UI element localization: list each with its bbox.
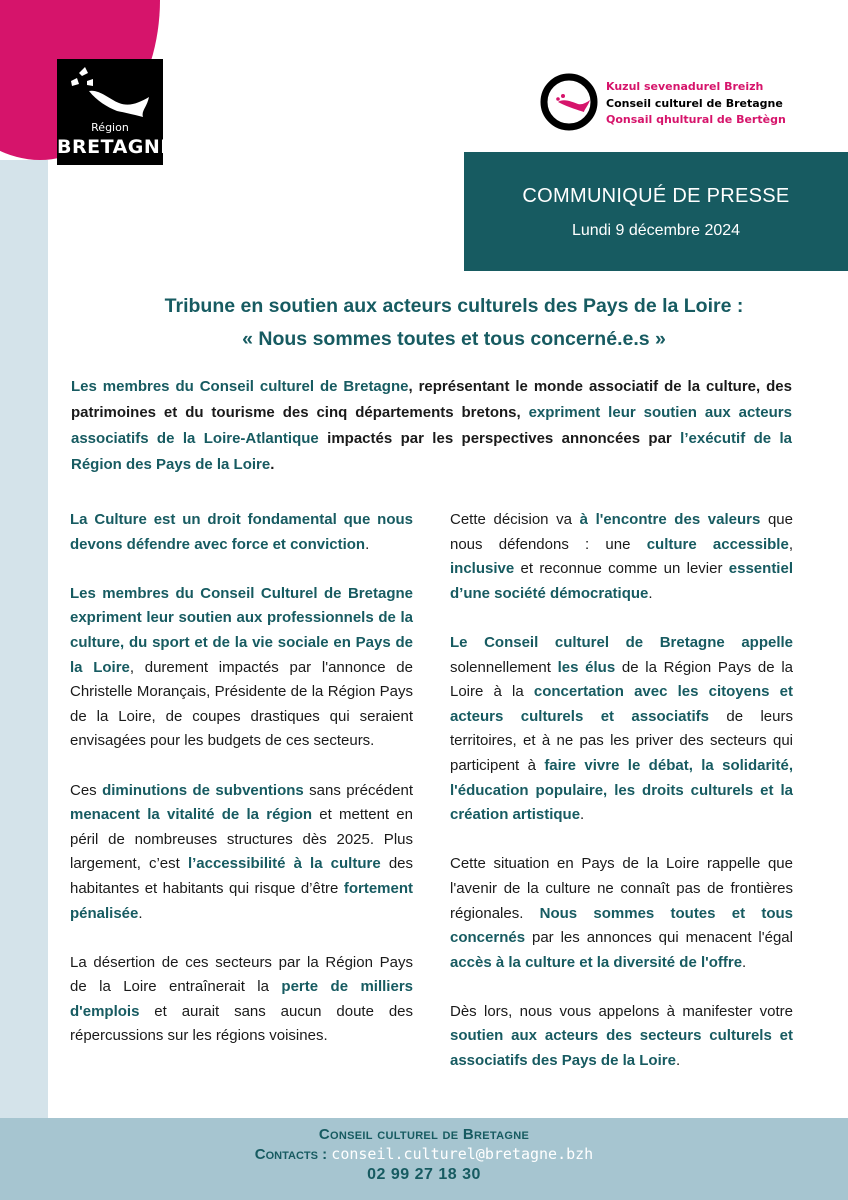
intro-s3: expriment leur soutien aux acteurs associatifs de la Loire-Atlantique (71, 404, 792, 447)
footer-org: Conseil culturel de Bretagne (318, 1126, 530, 1143)
left-p3-s8: fortement pénalisée (70, 879, 413, 922)
right-paragraph-2 (450, 631, 793, 828)
intro-s6: . (270, 456, 275, 473)
left-p1-s2: . (365, 535, 370, 553)
right-p2-s4: de la Région Pays de la Loire à la (450, 658, 793, 701)
ccb-ring-icon (536, 72, 602, 132)
right-column (450, 508, 793, 1098)
footer-contacts-label: Contacts : (254, 1146, 328, 1163)
footer-email-link[interactable]: conseil.culturel@bretagne.bzh (331, 1145, 594, 1163)
right-p1-s4: culture accessible (646, 535, 789, 553)
left-paragraph-3 (70, 779, 413, 927)
right-p1-s7: et reconnue comme un levier (514, 560, 729, 578)
footer-phone: 02 99 27 18 30 (367, 1166, 481, 1183)
conseil-culturel-logo (536, 72, 786, 132)
headline-line2: « Nous sommes toutes et tous concerné.e.s » (242, 328, 666, 350)
left-p3-s9: . (138, 904, 143, 922)
right-p1-s9: . (648, 584, 653, 602)
side-band (0, 160, 48, 1200)
headline (60, 290, 848, 356)
right-p2-s7: faire vivre le débat, la solidarité, l'éducation populaire, les droits culturels et la création artistique (450, 756, 793, 824)
right-p3-s5: . (742, 953, 747, 971)
left-p3-s5: et mettent en péril de nombreuses structures dès 2025. Plus largement, c’est (70, 806, 413, 873)
right-p1-s1: Cette décision va (450, 511, 580, 528)
right-p2-s2: solennellement (450, 658, 558, 676)
right-p1-s2: à l'encontre des valeurs (579, 511, 761, 528)
region-logo-line1: Région (91, 121, 129, 134)
right-p4-s3: . (675, 1052, 681, 1070)
right-p2-s8: . (580, 806, 585, 824)
ccb-logo-line2: Conseil culturel de Bretagne (606, 97, 783, 110)
right-p3-s3: par les annonces qui menacent l'égal (525, 929, 793, 947)
right-p1-s5: , (788, 535, 793, 553)
right-paragraph-4 (450, 1000, 793, 1074)
right-p2-s3: les élus (557, 658, 616, 676)
intro-s5: l’exécutif de la Région des Pays de la Loire (71, 430, 793, 473)
intro-s1: Les membres du Conseil culturel de Bretagne (71, 378, 409, 395)
right-p3-s2: Nous sommes toutes et tous concernés (450, 904, 793, 947)
left-paragraph-4 (70, 951, 413, 1049)
right-paragraph-3 (450, 852, 793, 975)
left-paragraph-2 (70, 582, 413, 754)
right-p1-s6: inclusive (450, 560, 515, 578)
left-p3-s6: l’accessibilité à la culture (187, 855, 381, 873)
intro-s4: impactés par les perspectives annoncées par (318, 430, 681, 447)
footer (0, 1118, 848, 1200)
right-p2-s5: concertation avec les citoyens et acteurs culturels et associatifs (450, 683, 793, 725)
left-p2-s1: Les membres du Conseil Culturel de Bretagne expriment leur soutien aux professionnels de la culture, du sport et de la vie sociale en Pays de la Loire (70, 584, 413, 676)
press-release-box (464, 152, 848, 271)
left-p3-s4: menacent la vitalité de la région (70, 806, 313, 824)
ermine-bird-icon (57, 59, 163, 119)
left-p2-s2: , durement impactés par l'annonce de Christelle Morançais, Présidente de la Région Pays de la Loire, de coupes drastiques qui seraient envisagées pour les budgets de ces secteurs. (70, 658, 413, 750)
right-paragraph-1 (450, 508, 793, 606)
left-p4-s2: perte de milliers d'emplois (70, 978, 413, 1020)
right-p1-s8: essentiel d’une société démocratique (450, 560, 793, 602)
footer-contacts (0, 1145, 848, 1163)
right-p4-s2: soutien aux acteurs des secteurs culturels et associatifs des Pays de la Loire (450, 1027, 793, 1070)
left-p4-s1: La désertion de ces secteurs par la Région Pays de la Loire entraînerait la (70, 953, 413, 996)
left-column (70, 508, 413, 1074)
right-p1-s3: que nous défendons : une (450, 511, 793, 553)
left-p3-s1: Ces (70, 781, 103, 799)
left-p1-s1: La Culture est un droit fondamental que nous devons défendre avec force et conviction (70, 511, 413, 553)
ccb-logo-line3: Qonsail qhultural de Bertègn (606, 113, 786, 126)
headline-line1: Tribune en soutien aux acteurs culturels des Pays de la Loire : (164, 295, 744, 317)
left-p4-s3: et aurait sans aucun doute des répercussions sur les régions voisines. (70, 1002, 413, 1045)
left-p3-s3: sans précédent (303, 781, 413, 799)
right-p2-s1: Le Conseil culturel de Bretagne appelle (450, 633, 793, 651)
region-bretagne-logo (57, 59, 174, 165)
right-p2-s6: de leurs territoires, et à ne pas les priver des secteurs qui participent à (450, 707, 793, 774)
left-paragraph-1 (70, 508, 413, 557)
ccb-logo-line1: Kuzul sevenadurel Breizh (606, 80, 764, 93)
intro-paragraph (71, 374, 792, 478)
intro-s2: , représentant le monde associatif de la culture, des patrimoines et du tourisme des cinq départements bretons, (71, 378, 792, 421)
left-p3-s2: diminutions de subventions (102, 781, 304, 799)
press-title: COMMUNIQUÉ DE PRESSE (522, 185, 790, 207)
left-p3-s7: des habitantes et habitants qui risque d’être (70, 855, 413, 897)
right-p4-s1: Dès lors, nous vous appelons à manifester votre (450, 1002, 793, 1020)
press-date: Lundi 9 décembre 2024 (571, 222, 741, 239)
region-logo-line2: BRETAGNE (57, 136, 174, 158)
right-p3-s4: accès à la culture et la diversité de l'offre (450, 953, 743, 971)
right-p3-s1: Cette situation en Pays de la Loire rappelle que l'avenir de la culture ne connaît pas de frontières régionales. (450, 855, 793, 922)
